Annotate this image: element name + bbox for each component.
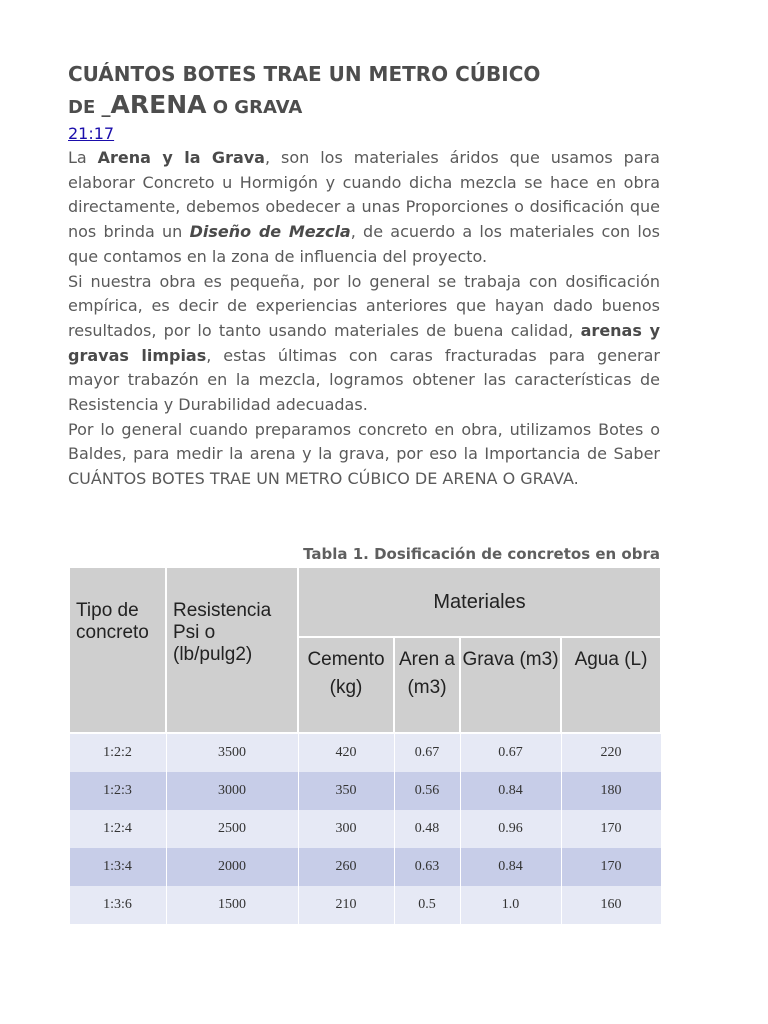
paragraph-2-text-a: Si nuestra obra es pequeña, por lo general se trabaja con dosificación empírica, es decir de experiencias anteriores que hayan dado buenos resultados, por lo tanto usando materiales de buena calidad, [68, 271, 660, 340]
paragraph-3: Por lo general cuando preparamos concreto en obra, utilizamos Botes o Baldes, para medir la arena y la grava, por eso la Importancia de Saber CUÁNTOS BOTES TRAE UN METRO CÚBICO DE ARENA O GRAVA. [68, 419, 660, 489]
cell-cemento: 260 [298, 848, 394, 886]
cell-cemento: 420 [298, 733, 394, 772]
header-arena: Aren a (m3) [394, 637, 460, 733]
title-de: DE _ [68, 97, 111, 118]
cell-resistencia: 2500 [166, 810, 298, 848]
cell-arena: 0.56 [394, 772, 460, 810]
title-line-1: CUÁNTOS BOTES TRAE UN METRO CÚBICO [68, 62, 541, 86]
cell-resistencia: 2000 [166, 848, 298, 886]
cell-tipo: 1:3:4 [69, 848, 166, 886]
table-row [69, 848, 661, 886]
table-row [69, 810, 661, 848]
cell-resistencia: 1500 [166, 886, 298, 924]
cell-resistencia: 3000 [166, 772, 298, 810]
cell-arena: 0.5 [394, 886, 460, 924]
header-agua: Agua (L) [561, 637, 661, 733]
paragraph-2 [68, 270, 660, 418]
paragraph-1-text-b: , son los materiales áridos que usamos para elaborar Concreto u Hormigón y cuando dicha mezcla se hace en obra directamente, debemos obedecer a unas Proporciones o dosificación que nos brinda un [68, 148, 660, 242]
cell-tipo: 1:2:2 [69, 733, 166, 772]
header-resistencia: Resistencia Psi o (lb/pulg2) [166, 567, 298, 733]
cell-grava: 0.96 [460, 810, 561, 848]
paragraph-1 [68, 146, 660, 270]
paragraph-2-text-b: , estas últimas con caras fracturadas para generar mayor trabazón en la mezcla, logramos obtener las características de Resistencia y Durabilidad adecuadas. [68, 345, 660, 415]
cell-grava: 0.84 [460, 772, 561, 810]
cell-agua: 170 [561, 810, 661, 848]
cell-tipo: 1:2:4 [69, 810, 166, 848]
post-time-link[interactable]: 21:17 [68, 124, 115, 143]
cell-arena: 0.67 [394, 733, 460, 772]
cell-agua: 220 [561, 733, 661, 772]
header-cemento: Cemento (kg) [298, 637, 394, 733]
table-caption: Tabla 1. Dosificación de concretos en obra [303, 545, 660, 563]
cell-arena: 0.48 [394, 810, 460, 848]
title-line-2 [68, 92, 668, 117]
title-arena: ARENA [110, 90, 207, 119]
cell-agua: 180 [561, 772, 661, 810]
paragraph-1-text-a: La [68, 148, 98, 167]
article-title [68, 64, 668, 117]
table-row [69, 733, 661, 772]
cell-resistencia: 3500 [166, 733, 298, 772]
cell-cemento: 210 [298, 886, 394, 924]
paragraph-1-bold: Arena y la Grava [97, 148, 265, 167]
article-body [68, 146, 660, 492]
header-tipo: Tipo de concreto [69, 567, 166, 733]
cell-agua: 170 [561, 848, 661, 886]
header-grava: Grava (m3) [460, 637, 561, 733]
cell-cemento: 300 [298, 810, 394, 848]
paragraph-2-bold: arenas y gravas limpias [68, 320, 661, 365]
header-materiales: Materiales [298, 567, 661, 637]
dosification-table-image [68, 566, 660, 912]
paragraph-1-text-c: , de acuerdo a los materiales con los que contamos en la zona de influencia del proyecto. [68, 222, 660, 266]
table-row [69, 886, 661, 924]
cell-grava: 0.84 [460, 848, 561, 886]
cell-cemento: 350 [298, 772, 394, 810]
dosification-table [68, 566, 662, 924]
title-grava: O GRAVA [206, 97, 303, 118]
cell-grava: 1.0 [460, 886, 561, 924]
table-row [69, 772, 661, 810]
cell-arena: 0.63 [394, 848, 460, 886]
paragraph-1-bold-italic: Diseño de Mezcla [189, 222, 351, 242]
cell-agua: 160 [561, 886, 661, 924]
cell-grava: 0.67 [460, 733, 561, 772]
cell-tipo: 1:2:3 [69, 772, 166, 810]
cell-tipo: 1:3:6 [69, 886, 166, 924]
